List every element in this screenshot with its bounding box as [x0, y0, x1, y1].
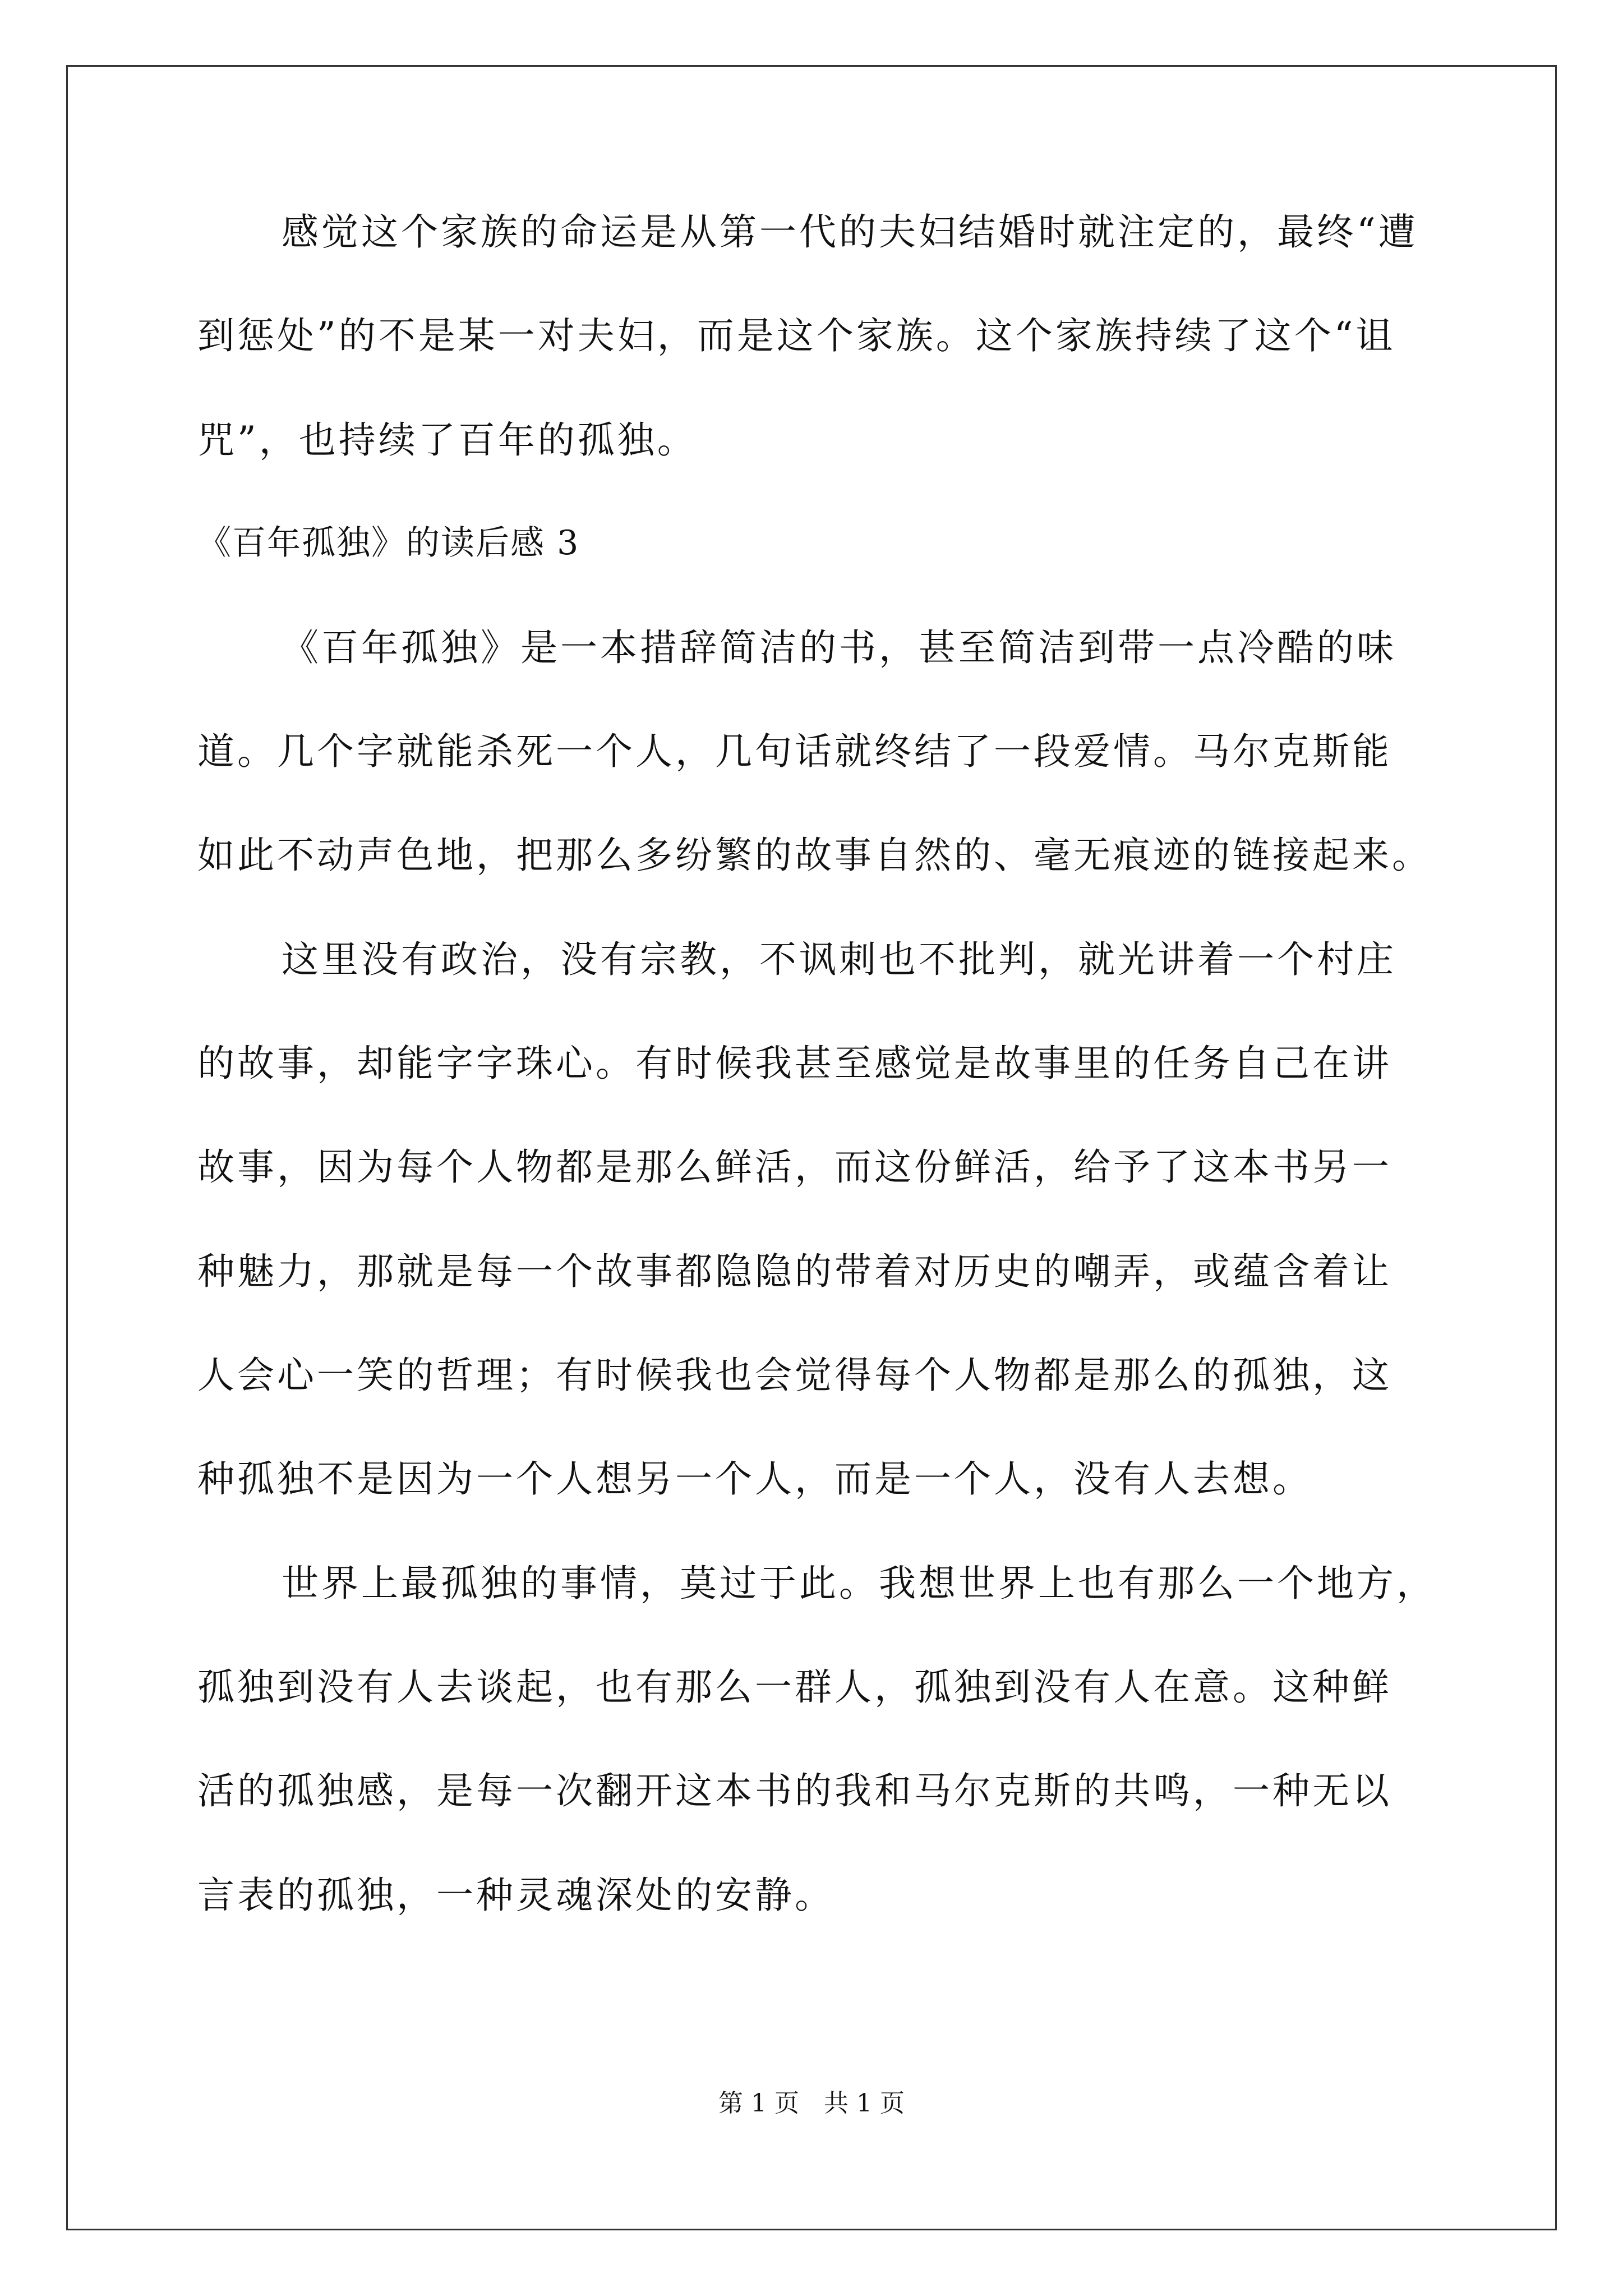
paragraph-line: 《百年孤独》是一本措辞简洁的书，甚至简洁到带一点冷酷的味 — [282, 626, 1396, 669]
page-footer: 第 1 页 共 1 页 — [718, 2089, 905, 2118]
section-title: 《百年孤独》的读后感 3 — [197, 523, 580, 563]
paragraph-line: 人会心一笑的哲理；有时候我也会觉得每个人物都是那么的孤独，这 — [197, 1354, 1392, 1397]
paragraph-line: 感觉这个家族的命运是从第一代的夫妇结婚时就注定的，最终“遭 — [282, 210, 1418, 254]
paragraph-line: 道。几个字就能杀死一个人，几句话就终结了一段爱情。马尔克斯能 — [197, 730, 1392, 773]
paragraph-line: 故事，因为每个人物都是那么鲜活，而这份鲜活，给予了这本书另一 — [197, 1145, 1392, 1189]
paragraph-line: 种魅力，那就是每一个故事都隐隐的带着对历史的嘲弄，或蕴含着让 — [197, 1250, 1392, 1293]
paragraph-line: 咒”，也持续了百年的孤独。 — [197, 418, 697, 462]
paragraph-line: 活的孤独感，是每一次翻开这本书的我和马尔克斯的共鸣，一种无以 — [197, 1769, 1392, 1812]
paragraph-line: 种孤独不是因为一个人想另一个人，而是一个人，没有人去想。 — [197, 1457, 1312, 1501]
paragraph-line: 如此不动声色地，把那么多纷繁的故事自然的、毫无痕迹的链接起来。 — [197, 834, 1432, 877]
paragraph-line: 世界上最孤独的事情，莫过于此。我想世界上也有那么一个地方， — [282, 1562, 1436, 1605]
paragraph-line: 到惩处”的不是某一对夫妇，而是这个家族。这个家族持续了这个“诅 — [197, 314, 1396, 357]
paragraph-line: 的故事，却能字字珠心。有时候我甚至感觉是故事里的任务自己在讲 — [197, 1042, 1392, 1085]
paragraph-line: 孤独到没有人去谈起，也有那么一群人，孤独到没有人在意。这种鲜 — [197, 1665, 1392, 1709]
paragraph-line: 这里没有政治，没有宗教，不讽刺也不批判，就光讲着一个村庄 — [282, 938, 1396, 981]
paragraph-line: 言表的孤独，一种灵魂深处的安静。 — [197, 1874, 834, 1917]
